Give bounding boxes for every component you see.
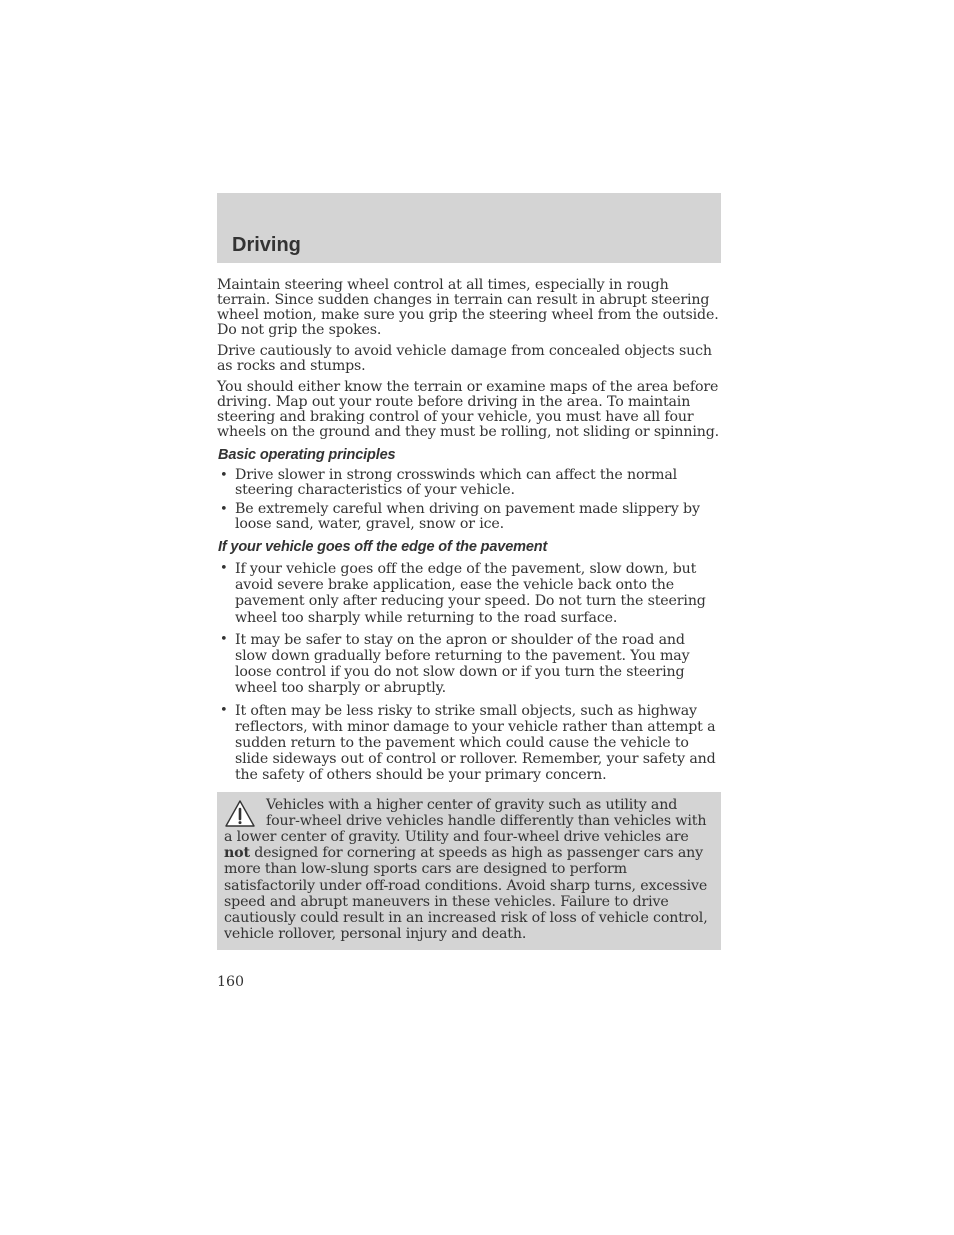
paragraph-know-terrain: You should either know the terrain or examine maps of the area before driving. Map out your route before driving in the area. To maintain steering and braking control of your vehicle, you must have all four wheels on the ground and they must be rolling, not sliding or spinning. [217,379,720,440]
section-title: Driving [232,234,301,256]
list-item: • Be extremely careful when driving on pavement made slippery by loose sand, water, gravel, snow or ice. [217,502,721,532]
warning-emphasis: not [224,845,250,862]
list-item: • If your vehicle goes off the edge of the pavement, slow down, but avoid severe brake application, ease the vehicle back onto the pavement only after reducing your speed. Do not turn the steering wheel too sharply while returning to the road surface. [217,561,721,626]
list-item: • It may be safer to stay on the apron or shoulder of the road and slow down gradually before returning to the pavement. You may loose control if you do not slow down or if you turn the steering wheel too sharply or abruptly. [217,632,721,697]
page-number: 160 [217,974,245,991]
list-item: • Drive slower in strong crosswinds which can affect the normal steering characteristics of your vehicle. [217,468,721,498]
subheading-basic-principles: Basic operating principles [218,447,396,463]
body-content [217,278,721,784]
subheading-off-pavement: If your vehicle goes off the edge of the pavement [218,539,548,555]
bullet-list-basic-principles [217,468,721,532]
warning-triangle-icon [224,799,256,829]
bullet-list-off-pavement [217,561,721,784]
warning-text-start: Vehicles with a higher center of gravity such as utility and four-wheel drive vehicles handle differently than vehicles with a lower center of gravity. Utility and four-wheel drive vehicles are [224,796,707,846]
warning-box [217,792,721,951]
manual-page [217,193,721,990]
list-item: • It often may be less risky to strike small objects, such as highway reflectors, with minor damage to your vehicle rather than attempt a sudden return to the pavement which could cause the vehicle to slide sideways out of control or rollover. Remember, your safety and the safety of others should be your primary concern. [217,703,721,784]
section-header-band [217,193,721,263]
paragraph-steering-control: Maintain steering wheel control at all times, especially in rough terrain. Since sudden changes in terrain can result in abrupt steering wheel motion, make sure you grip the steering wheel from the outside. Do not grip the spokes. [217,277,719,338]
paragraph-drive-cautiously: Drive cautiously to avoid vehicle damage from concealed objects such as rocks and stumps. [217,343,712,374]
warning-text-end: designed for cornering at speeds as high as passenger cars any more than low-slung sports cars are designed to perform satisfactorily under off-road conditions. Avoid sharp turns, excessive speed and abrupt maneuvers in these vehicles. Failure to drive cautiously could result in an increased risk of loss of vehicle control, vehicle rollover, personal injury and death. [224,845,708,943]
